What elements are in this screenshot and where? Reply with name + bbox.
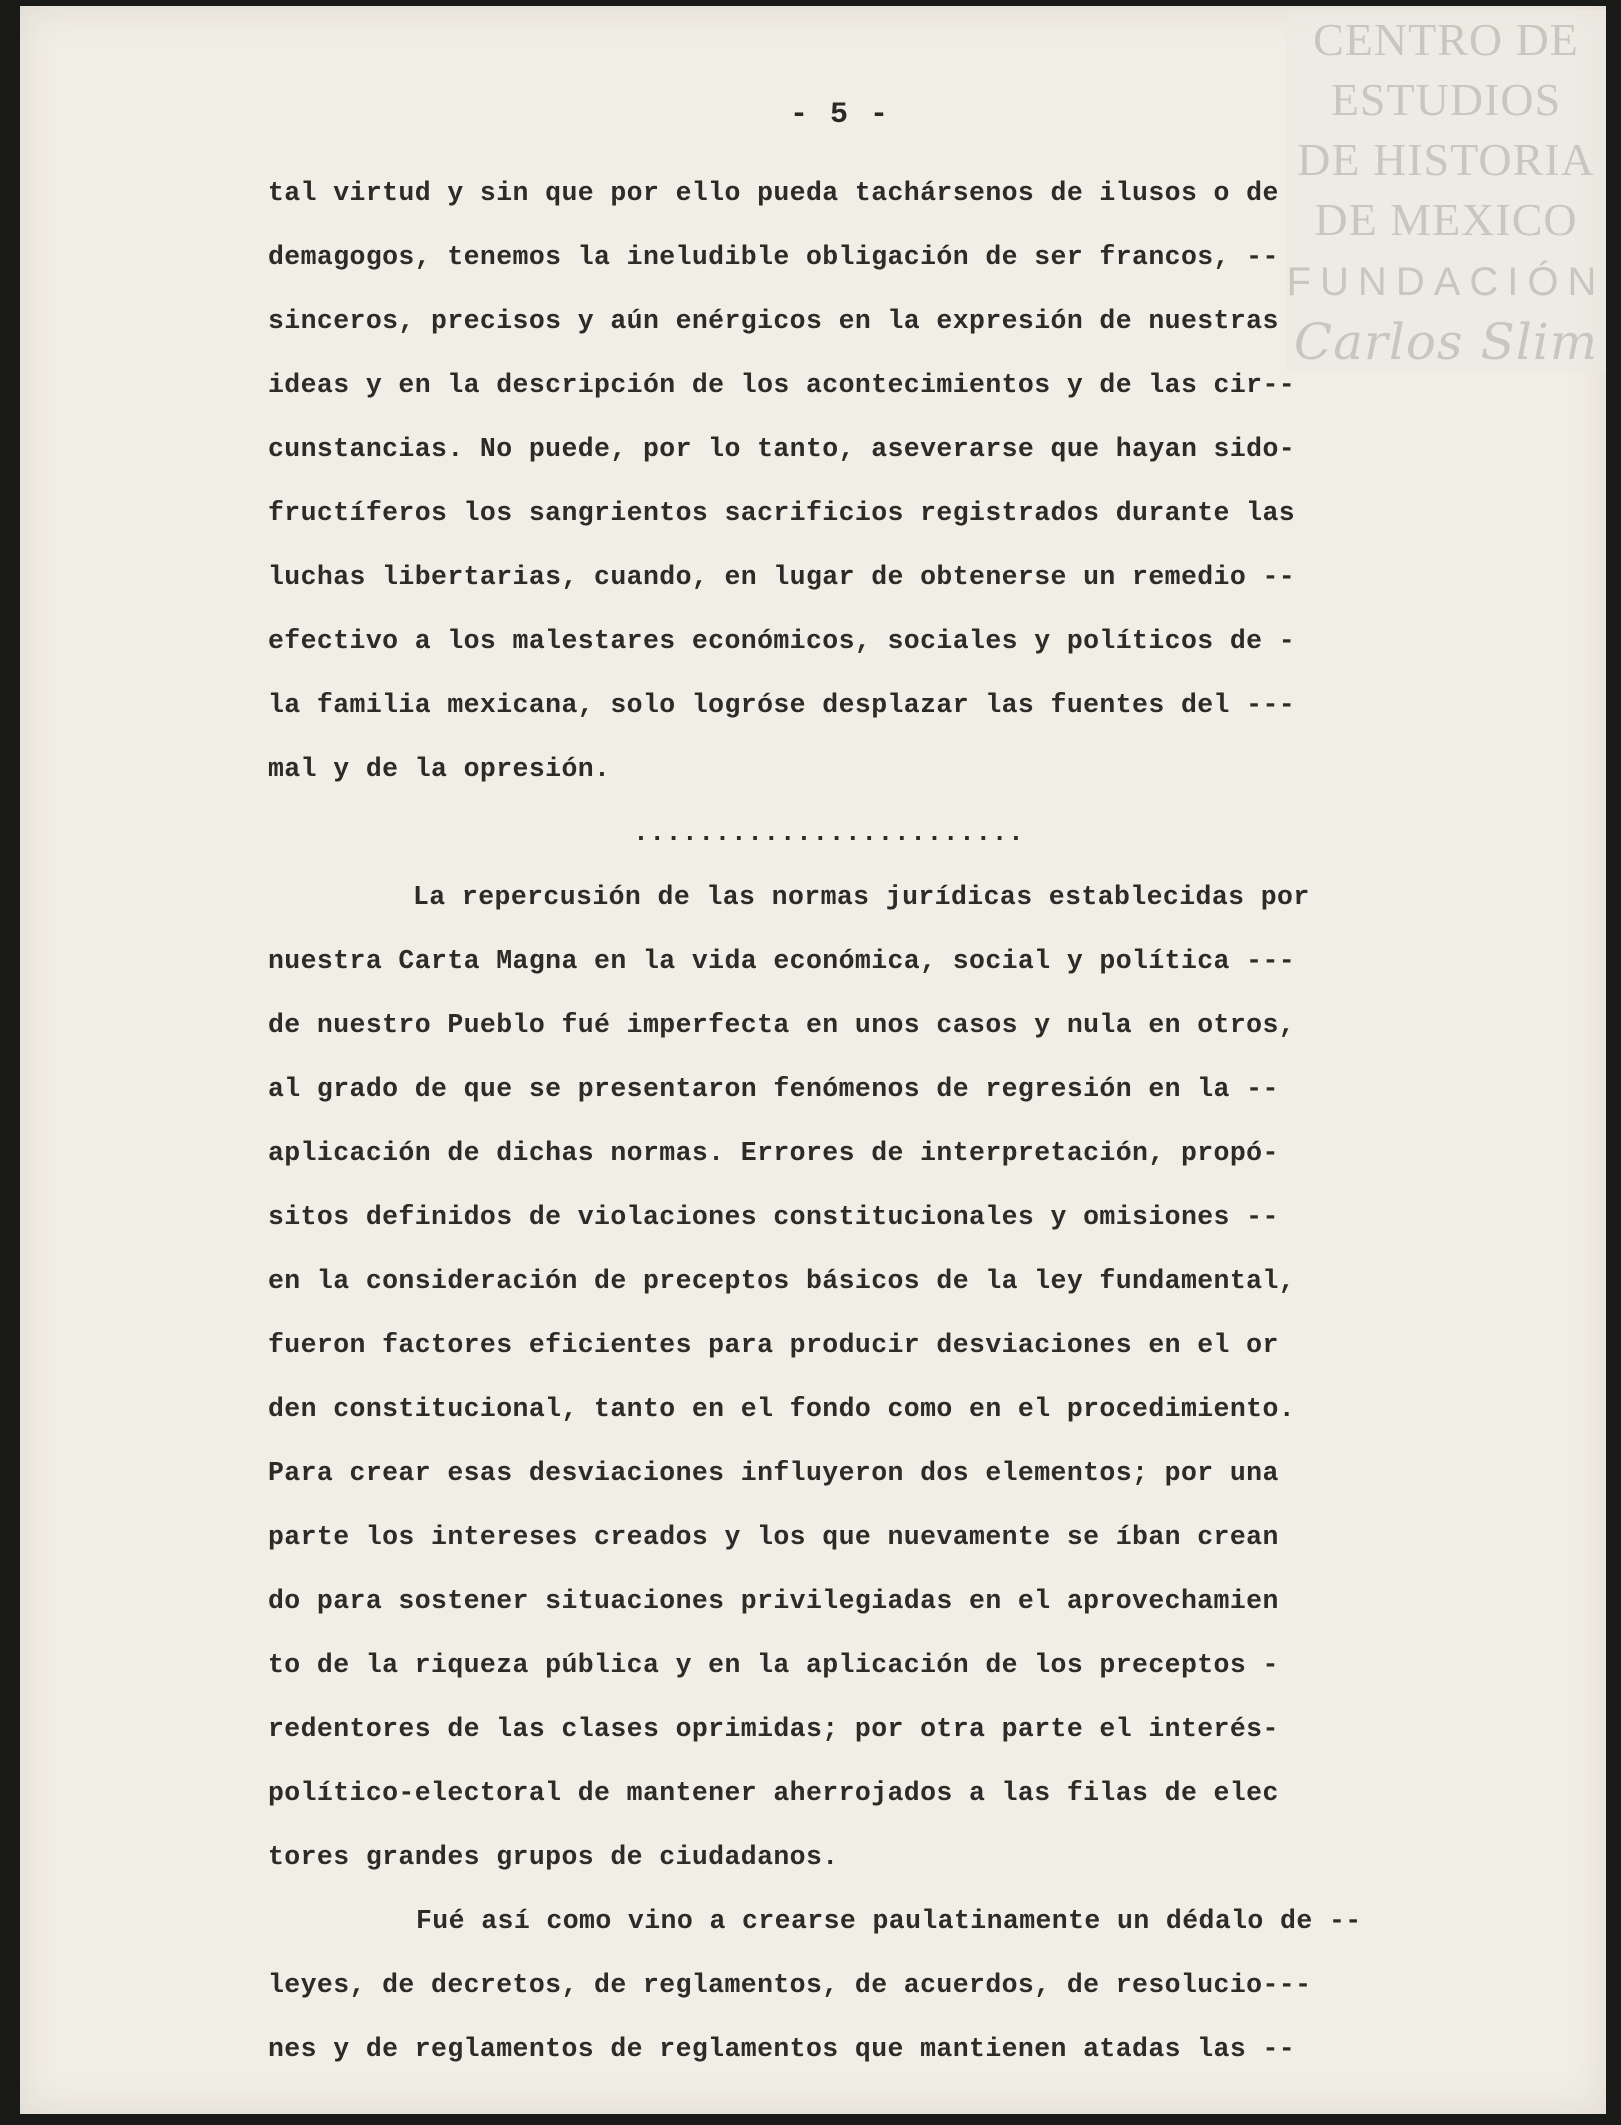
watermark-fundacion: FUNDACIÓN: [1286, 260, 1606, 304]
text-line: efectivo a los malestares económicos, sociales y políticos de -: [268, 626, 1296, 656]
text-line: aplicación de dichas normas. Errores de interpretación, propó-: [268, 1138, 1279, 1168]
text-line: luchas libertarias, cuando, en lugar de obtenerse un remedio --: [268, 562, 1296, 592]
text-line: Fué así como vino a crearse paulatinamente un dédalo de --: [416, 1906, 1362, 1936]
text-line: redentores de las clases oprimidas; por otra parte el interés-: [268, 1714, 1279, 1744]
text-line: mal y de la opresión.: [268, 754, 611, 784]
text-line: cunstancias. No puede, por lo tanto, aseverarse que hayan sido-: [268, 434, 1296, 464]
text-line: do para sostener situaciones privilegiadas en el aprovechamien: [268, 1586, 1279, 1616]
text-line: leyes, de decretos, de reglamentos, de acuerdos, de resolucio---: [268, 1970, 1312, 2000]
watermark-line-1: CENTRO DE: [1313, 14, 1579, 65]
text-line: ideas y en la descripción de los acontecimientos y de las cir--: [268, 370, 1296, 400]
text-line: sinceros, precisos y aún enérgicos en la expresión de nuestras: [268, 306, 1279, 336]
watermark-line-3: DE HISTORIA: [1297, 134, 1595, 185]
text-line: al grado de que se presentaron fenómenos de regresión en la --: [268, 1074, 1279, 1104]
watermark-line-2: ESTUDIOS: [1330, 74, 1562, 125]
paragraph-1: [268, 161, 1498, 801]
text-line: den constitucional, tanto en el fondo como en el procedimiento.: [268, 1394, 1296, 1424]
text-line: parte los intereses creados y los que nuevamente se íban crean: [268, 1522, 1279, 1552]
paragraph-2: [268, 865, 1498, 1889]
text-line: la familia mexicana, solo logróse desplazar las fuentes del ---: [268, 690, 1296, 720]
page-number: - 5 -: [790, 98, 891, 132]
text-line: fructíferos los sangrientos sacrificios registrados durante las: [268, 498, 1296, 528]
text-line: nuestra Carta Magna en la vida económica, social y política ---: [268, 946, 1296, 976]
text-line: tores grandes grupos de ciudadanos.: [268, 1842, 839, 1872]
section-separator: ........................: [633, 818, 1025, 848]
text-line: demagogos, tenemos la ineludible obligación de ser francos, --: [268, 242, 1279, 272]
text-line: político-electoral de mantener aherrojados a las filas de elec: [268, 1778, 1279, 1808]
text-line: nes y de reglamentos de reglamentos que mantienen atadas las --: [268, 2034, 1296, 2064]
text-line: to de la riqueza pública y en la aplicación de los preceptos -: [268, 1650, 1279, 1680]
paragraph-3: [268, 1889, 1498, 2081]
body-text: [268, 161, 1498, 2081]
text-line: en la consideración de preceptos básicos de la ley fundamental,: [268, 1266, 1296, 1296]
text-line: Para crear esas desviaciones influyeron dos elementos; por una: [268, 1458, 1279, 1488]
text-line: fueron factores eficientes para producir desviaciones en el or: [268, 1330, 1279, 1360]
text-line: sitos definidos de violaciones constitucionales y omisiones --: [268, 1202, 1279, 1232]
document-page: [20, 6, 1606, 2114]
text-line: tal virtud y sin que por ello pueda tachársenos de ilusos o de: [268, 178, 1279, 208]
watermark-signature: Carlos Slim: [1293, 313, 1599, 371]
watermark-line-4: DE MEXICO: [1314, 194, 1578, 245]
text-line: de nuestro Pueblo fué imperfecta en unos casos y nula en otros,: [268, 1010, 1296, 1040]
text-line: La repercusión de las normas jurídicas establecidas por: [413, 882, 1310, 912]
